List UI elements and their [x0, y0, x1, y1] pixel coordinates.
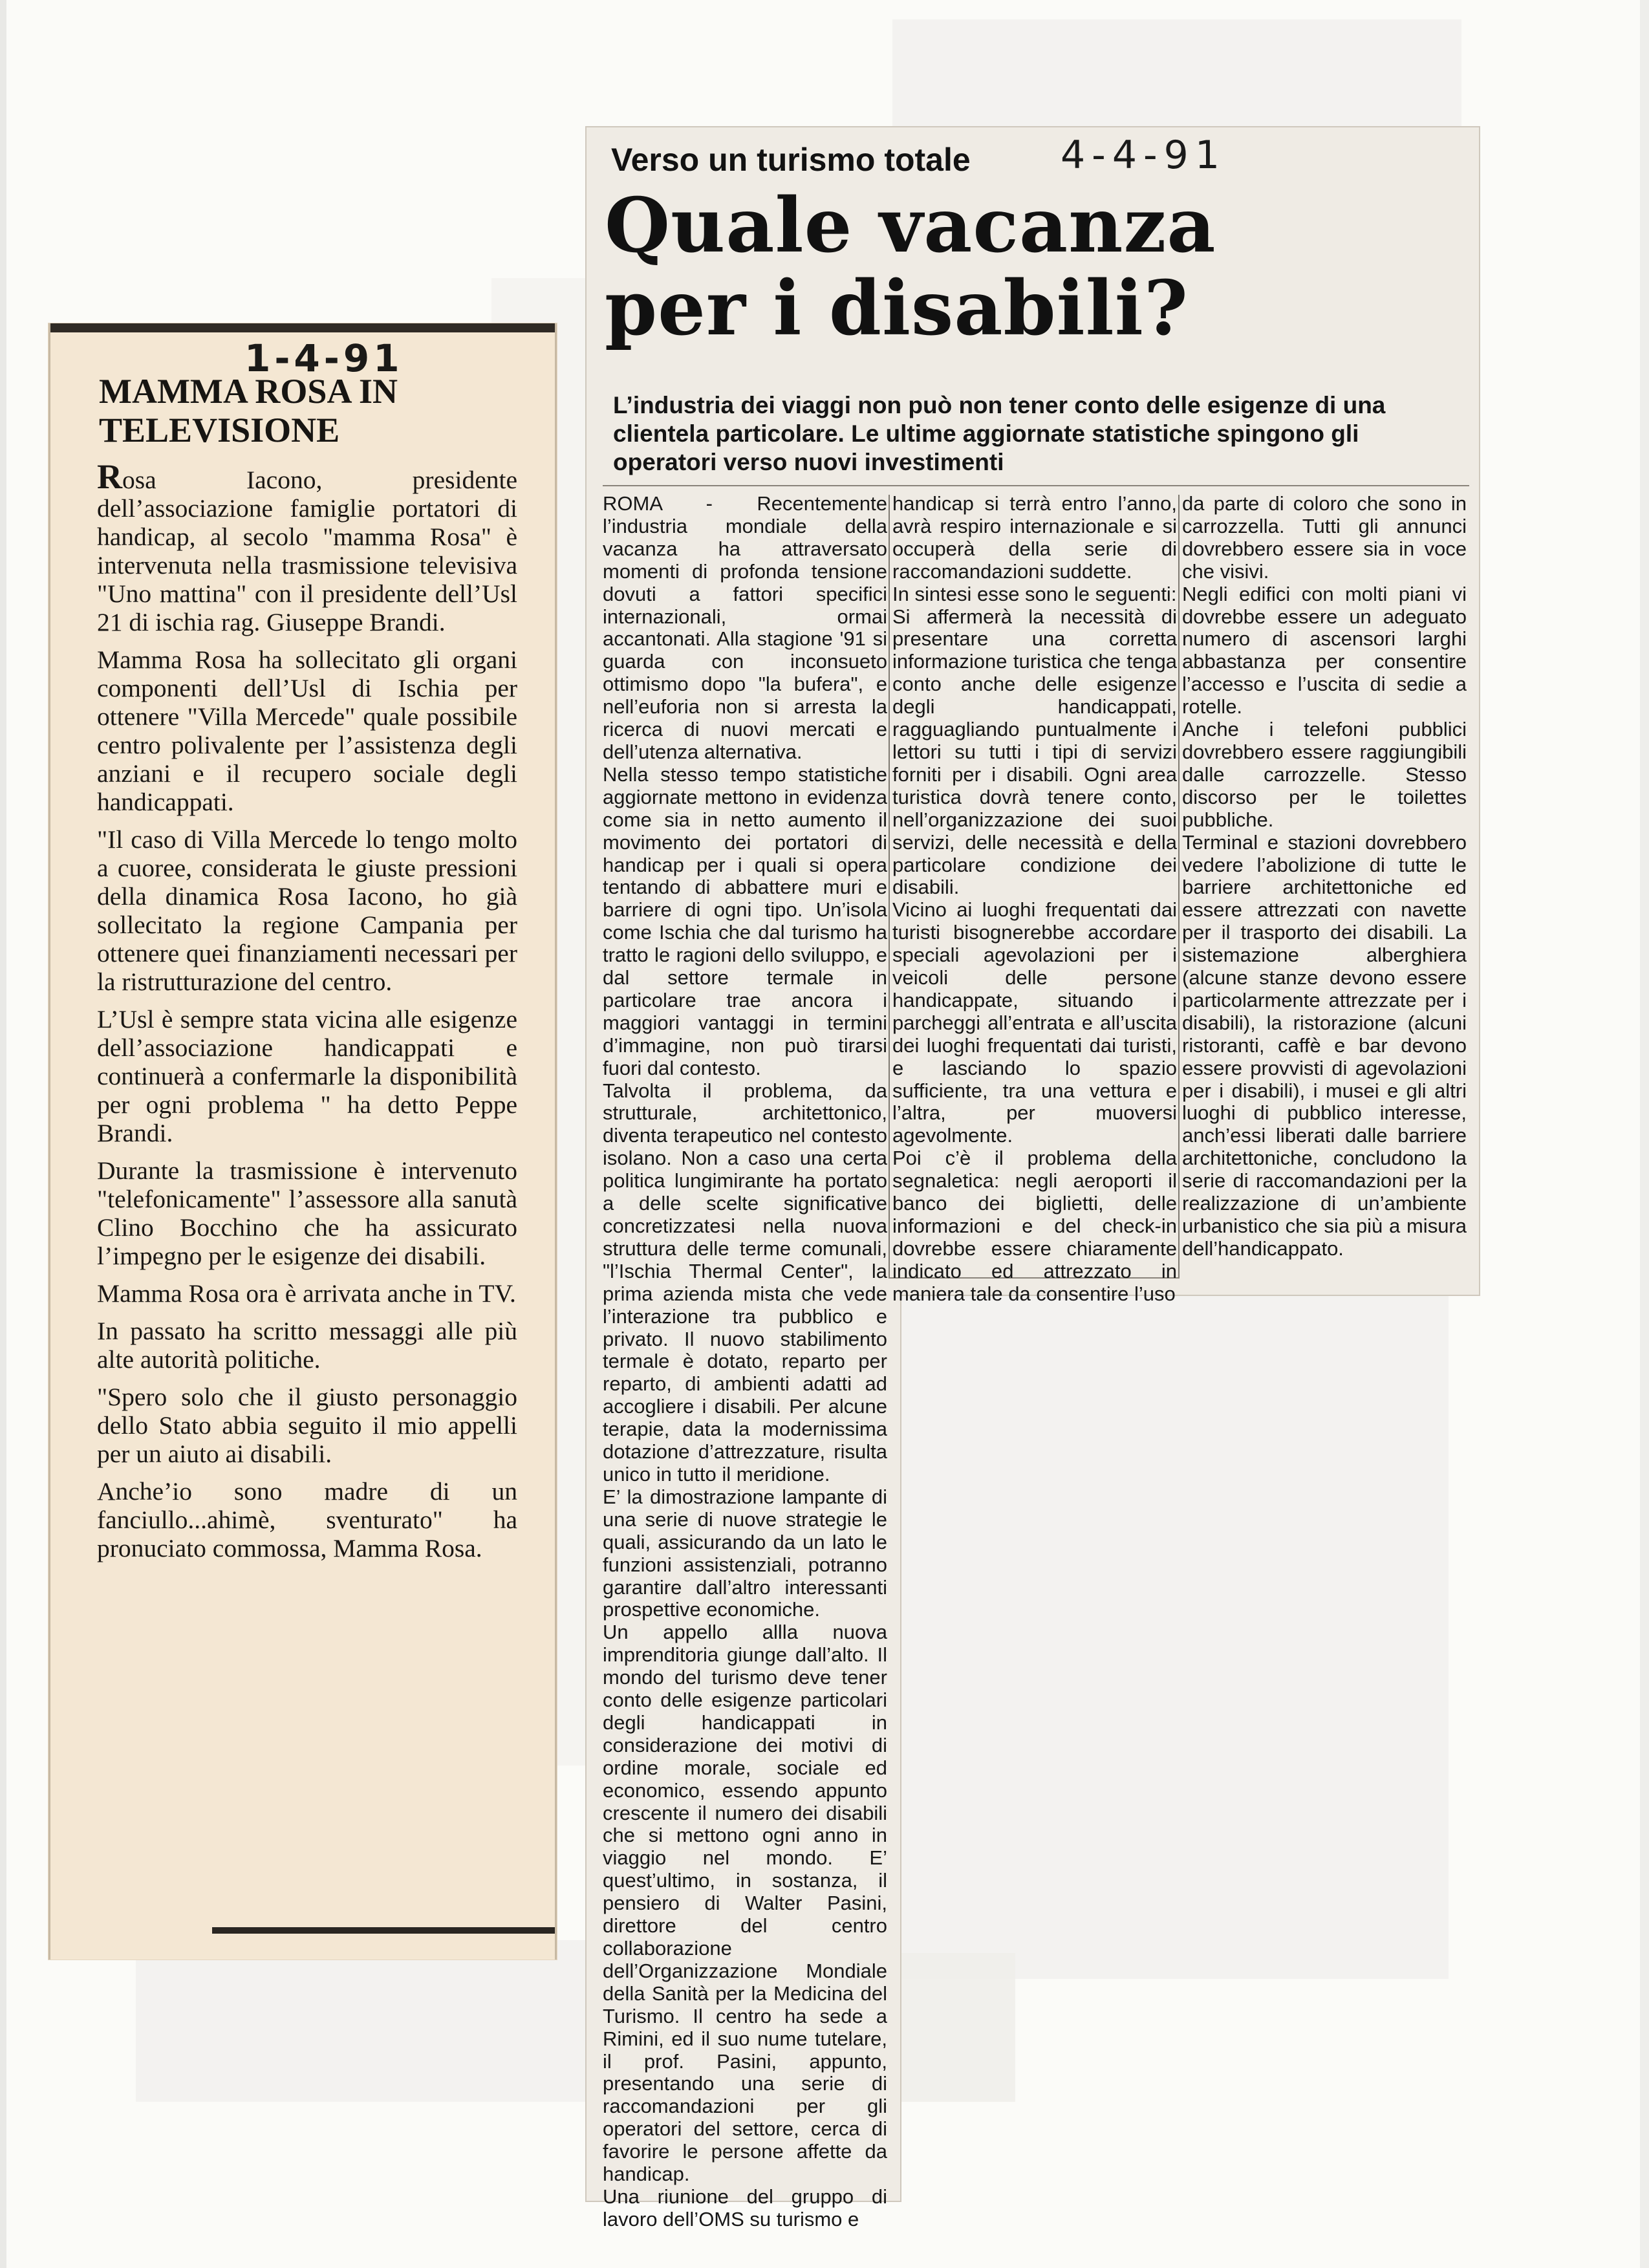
- ghost-clipping-lower-right: [899, 1280, 1449, 1979]
- article-column-1: [603, 493, 887, 2231]
- bottom-rule: [212, 1927, 555, 1934]
- left-article-body: [97, 457, 517, 1571]
- column-rule-2: [1178, 495, 1180, 1277]
- paragraph: Anche i telefoni pubblici dovrebbero essere raggiungibili dalle carrozzelle. Stesso discorso per le toilettes pubbliche.: [1182, 718, 1467, 831]
- paragraph: Talvolta il problema, da strutturale, architettonico, diventa terapeutico nel contesto isolano. Non a caso una certa politica lungimirante ha portato a delle scelte significative concretizzatesi nella nuova struttura delle terme comunali, "l’Ischia Thermal Center", la prima azienda mista che vede l’interazione tra pubblico e privato. Il nuovo stabilimento termale è dotato, reparto per reparto, di ambienti adatti ad accogliere i disabili. Per alcune terapie, data la modernissima dotazione d’attrezzature, risulta unico in tutto il meridione.: [603, 1079, 887, 1485]
- paragraph: L’Usl è sempre stata vicina alle esigenze dell’associazione handicappati e continuerà a confermarle la disponibilità per ogni problema " ha detto Peppe Brandi.: [97, 1005, 517, 1147]
- paragraph: handicap si terrà entro l’anno, avrà respiro internazionale e si occuperà della serie di raccomandazioni suddette.: [892, 492, 1177, 583]
- paragraph: Mamma Rosa ha sollecitato gli organi componenti dell’Usl di Ischia per ottenere "Villa Mercede" quale possibile centro polivalente per l’assistenza degli anziani e il recupero sociale degli handicappati.: [97, 645, 517, 816]
- headline-line-1: Quale vacanza: [605, 182, 1216, 270]
- paragraph: In sintesi esse sono le seguenti:: [892, 582, 1177, 605]
- paragraph: Terminal e stazioni dovrebbero vedere l’abolizione di tutte le barriere architettoniche ed essere attrezzati con navette per il trasporto dei disabili. La sistemazione alberghiera (alcune stanze devono essere particolarmente attrezzate per i disabili), la ristorazione (alcuni ristoranti, caffè e bar devono essere provvisti di agevolazioni per i disabili), i musei e gli altri luoghi di pubblico interesse, anch’essi liberati dalle barriere architettoniche, concludono la serie di raccomandazioni per la realizzazione di un’ambiente urbanistico che sia più a misura dell’handicappato.: [1182, 830, 1467, 1260]
- article-column-2: [892, 493, 1177, 1306]
- left-clipping: [48, 323, 557, 1960]
- paragraph: ROMA - Recentemente l’industria mondiale della vacanza ha attraversato momenti di profonda tensione dovuti a fattori specifici internazionali, ormai accantonati. Alla stagione '91 si guarda con inconsueto ottimismo dopo "la bufera", e nell’euforia non si arresta la ricerca di nuovi mercati e dell’utenza alternativa.: [603, 492, 887, 763]
- handwritten-date: 1-4-91: [244, 336, 404, 380]
- paragraph: Una riunione del gruppo di lavoro dell’OMS su turismo e: [603, 2185, 887, 2230]
- article-column-3: [1182, 493, 1467, 1260]
- paragraph: Durante la trasmissione è intervenuto "telefonicamente" l’assessore alla sanutà Clino Bocchino che ha assicurato l’impegno per le esigenze dei disabili.: [97, 1156, 517, 1270]
- top-rule: [50, 323, 555, 332]
- paragraph: Anche’io sono madre di un fanciullo...ahimè, sventurato" ha pronuciato commossa, Mamma Rosa.: [97, 1477, 517, 1562]
- paragraph: Rosa Iacono, presidente dell’associazione famiglie portatori di handicap, al secolo "mamma Rosa" è intervenuta nella trasmissione televisiva "Uno mattina" con il presidente dell’Usl 21 di ischia rag. Giuseppe Brandi.: [97, 457, 517, 636]
- scan-edge-left: [0, 0, 6, 2268]
- paragraph: Negli edifici con molti piani vi dovrebbe essere un adeguato numero di ascensori larghi abbastanza per consentire l’accesso e l’uscita di sedie a rotelle.: [1182, 582, 1467, 718]
- paragraph: Vicino ai luoghi frequentati dai turisti bisognerebbe accordare speciali agevolazioni per i veicoli delle persone handicappate, situando i parcheggi all’entrata e all’uscita dei luoghi frequentati dai turisti, e lasciando lo spazio sufficiente, tra una vettura e l’altra, per muoversi agevolmente.: [892, 898, 1177, 1147]
- scan-edge-right: [1640, 0, 1649, 2268]
- handwritten-date-right: 4-4-91: [1061, 133, 1226, 178]
- paragraph: In passato ha scritto messaggi alle più alte autorità politiche.: [97, 1317, 517, 1374]
- paragraph: "Il caso di Villa Mercede lo tengo molto a cuoree, considerata le giuste pressioni della dinamica Rosa Iacono, ho già sollecitato la regione Campania per ottenere quei finanziamenti necessari per la ristrutturazione del centro.: [97, 825, 517, 996]
- subheadline: L’industria dei viaggi non può non tener conto delle esigenze di una clientela particolare. Le ultime aggiornate statistiche spingono gli operatori verso nuovi investimenti: [613, 392, 1386, 475]
- paragraph: da parte di coloro che sono in carrozzella. Tutti gli annunci dovrebbero essere sia in voce che visivi.: [1182, 492, 1467, 583]
- kicker: Verso un turismo totale: [611, 142, 971, 178]
- main-headline: [605, 184, 1445, 350]
- ghost-clipping-top-right: [892, 19, 1461, 142]
- paragraph: Poi c’è il problema della segnaletica: negli aeroporti il banco dei biglietti, delle informazioni e del check-in dovrebbe essere chiaramente indicato ed attrezzato in maniera tale da consentire l’uso: [892, 1147, 1177, 1305]
- paragraph: Un appello allla nuova imprenditoria giunge dall’alto. Il mondo del turismo deve tener conto delle esigenze particolari degli handicappati in considerazione dei motivi di ordine morale, sociale ed economico, essendo appunto crescente il numero dei disabili che si mettono ogni anno in viaggio nel mondo. E’ quest’ultimo, in sostanza, il pensiero di Walter Pasini, direttore del centro collaborazione dell’Organizzazione Mondiale della Sanità per la Medicina del Turismo. Il centro ha sede a Rimini, ed il suo nume tutelare, il prof. Pasini, appunto, presentando una serie di raccomandazioni per gli operatori del settore, cerca di favorire le persone affette da handicap.: [603, 1621, 887, 2186]
- subhead-rule: [603, 485, 1469, 486]
- headline-line-2: per i disabili?: [605, 265, 1189, 352]
- paragraph: Si affermerà la necessità di presentare una corretta informazione turistica che tenga conto anche delle esigenze degli handicappati, ragguagliando puntualmente i lettori su tutti i tipi di servizi forniti per i disabili. Ogni area turistica dovrà tenere conto, nell’organizzazione dei suoi servizi, delle necessità e della particolare condizione dei disabili.: [892, 605, 1177, 899]
- column-rule-1: [889, 495, 890, 1277]
- paragraph: Nella stesso tempo statistiche aggiornate mettono in evidenza come sia in netto aumento il movimento dei portatori di handicap per i quali si opera tentando di abbattere muri e barriere di ogni tipo. Un’isola come Ischia che dal turismo ha tratto le ragioni dello sviluppo, e dal settore termale in particolare trae ancora i maggiori vantaggi in termini d’immagine, non può tirarsi fuori dal contesto.: [603, 762, 887, 1079]
- paragraph: "Spero solo che il giusto personaggio dello Stato abbia seguito il mio appelli per un aiuto ai disabili.: [97, 1383, 517, 1468]
- left-headline: MAMMA ROSA IN TELEVISIONE: [99, 372, 398, 449]
- ghost-clipping-bottom-left: [136, 1940, 588, 2102]
- paragraph: Mamma Rosa ora è arrivata anche in TV.: [97, 1279, 516, 1308]
- paragraph: E’ la dimostrazione lampante di una serie di nuove strategie le quali, assicurando da un lato le funzioni assistenziali, potranno garantire dall’altro interessanti prospettive economiche.: [603, 1485, 887, 1621]
